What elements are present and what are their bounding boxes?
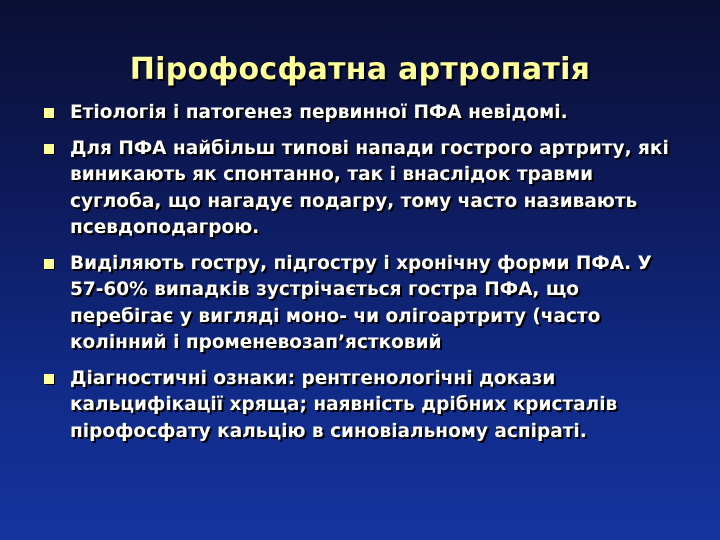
square-bullet-icon: [44, 144, 54, 154]
bullet-text: Діагностичні ознаки: рентгенологічні докази кальцифікації хряща; наявність дрібних кристалів пірофосфату кальцію в синовіальному аспіраті.: [70, 367, 618, 442]
square-bullet-icon: [44, 259, 54, 269]
bullet-text: Для ПФА найбільш типові напади гострого артриту, які виникають як спонтанно, так і внаслідок травми суглоба, що нагадує подагру, тому часто називають псевдоподагрою.: [70, 137, 669, 238]
bullet-text: Виділяють гостру, підгостру і хронічну форми ПФА. У 57-60% випадків зустрічається гостра ПФА, що перебігає у вигляді моно- чи олігоартриту (часто колінний і променевозап’ястковий: [70, 252, 652, 353]
bullet-item: [44, 251, 684, 357]
bullet-item: [44, 136, 684, 242]
square-bullet-icon: [44, 374, 54, 384]
bullet-item: [44, 100, 684, 127]
bullet-list: [44, 100, 684, 454]
square-bullet-icon: [44, 108, 54, 118]
bullet-item: [44, 366, 684, 446]
bullet-text: Етіологія і патогенез первинної ПФА невідомі.: [70, 102, 568, 123]
slide-title: Пірофосфатна артропатія: [129, 52, 591, 87]
